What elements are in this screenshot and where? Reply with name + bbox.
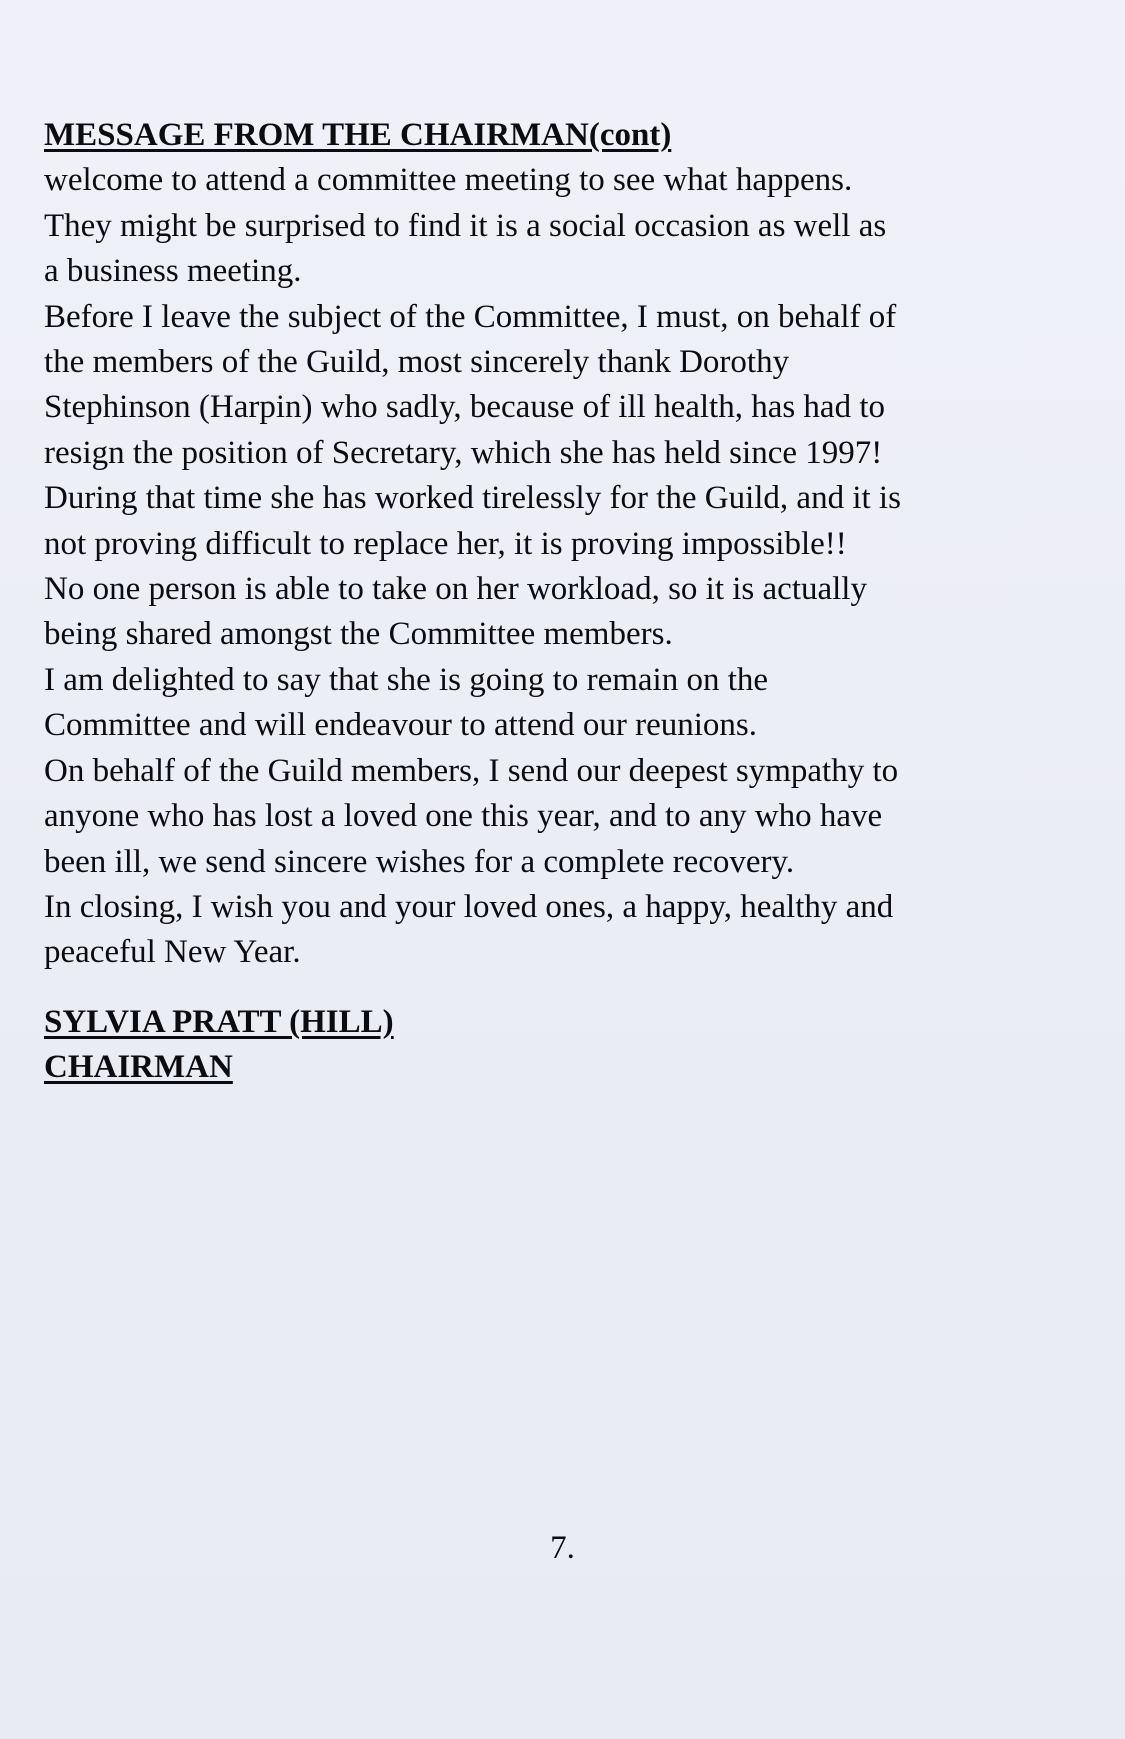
text-line: being shared amongst the Committee members. [44,616,673,653]
text-line: Stephinson (Harpin) who sadly, because of ill health, has had to [44,389,886,426]
text-line: In closing, I wish you and your loved ones, a happy, healthy and [44,888,894,925]
signature-block [44,1000,1094,1091]
text-line: No one person is able to take on her workload, so it is actually [44,571,867,608]
text-line: anyone who has lost a loved one this year, and to any who have [44,798,883,835]
text-line: the members of the Guild, most sincerely thank Dorothy [44,344,790,381]
text-line: peaceful New Year. [44,934,301,971]
text-line: resign the position of Secretary, which she has held since 1997! [44,434,883,471]
section-heading: MESSAGE FROM THE CHAIRMAN(cont) [44,117,672,153]
text-line: been ill, we send sincere wishes for a complete recovery. [44,843,795,880]
text-line: not proving difficult to replace her, it is proving impossible!! [44,525,847,562]
text-line: I am delighted to say that she is going to remain on the [44,661,769,698]
text-line: welcome to attend a committee meeting to see what happens. [44,162,853,199]
text-line: Before I leave the subject of the Committee, I must, on behalf of [44,298,897,335]
text-line: They might be surprised to find it is a social occasion as well as [44,207,887,244]
document-content [44,113,1094,1091]
text-line: During that time she has worked tirelessly for the Guild, and it is [44,480,901,517]
text-line: On behalf of the Guild members, I send our deepest sympathy to [44,752,899,789]
text-line: Committee and will endeavour to attend our reunions. [44,707,757,744]
text-line: a business meeting. [44,253,302,290]
page-number: 7. [550,1530,575,1566]
message-body [44,158,1094,975]
signature-name: SYLVIA PRATT (HILL) [44,1003,394,1040]
signature-title: CHAIRMAN [44,1049,233,1086]
